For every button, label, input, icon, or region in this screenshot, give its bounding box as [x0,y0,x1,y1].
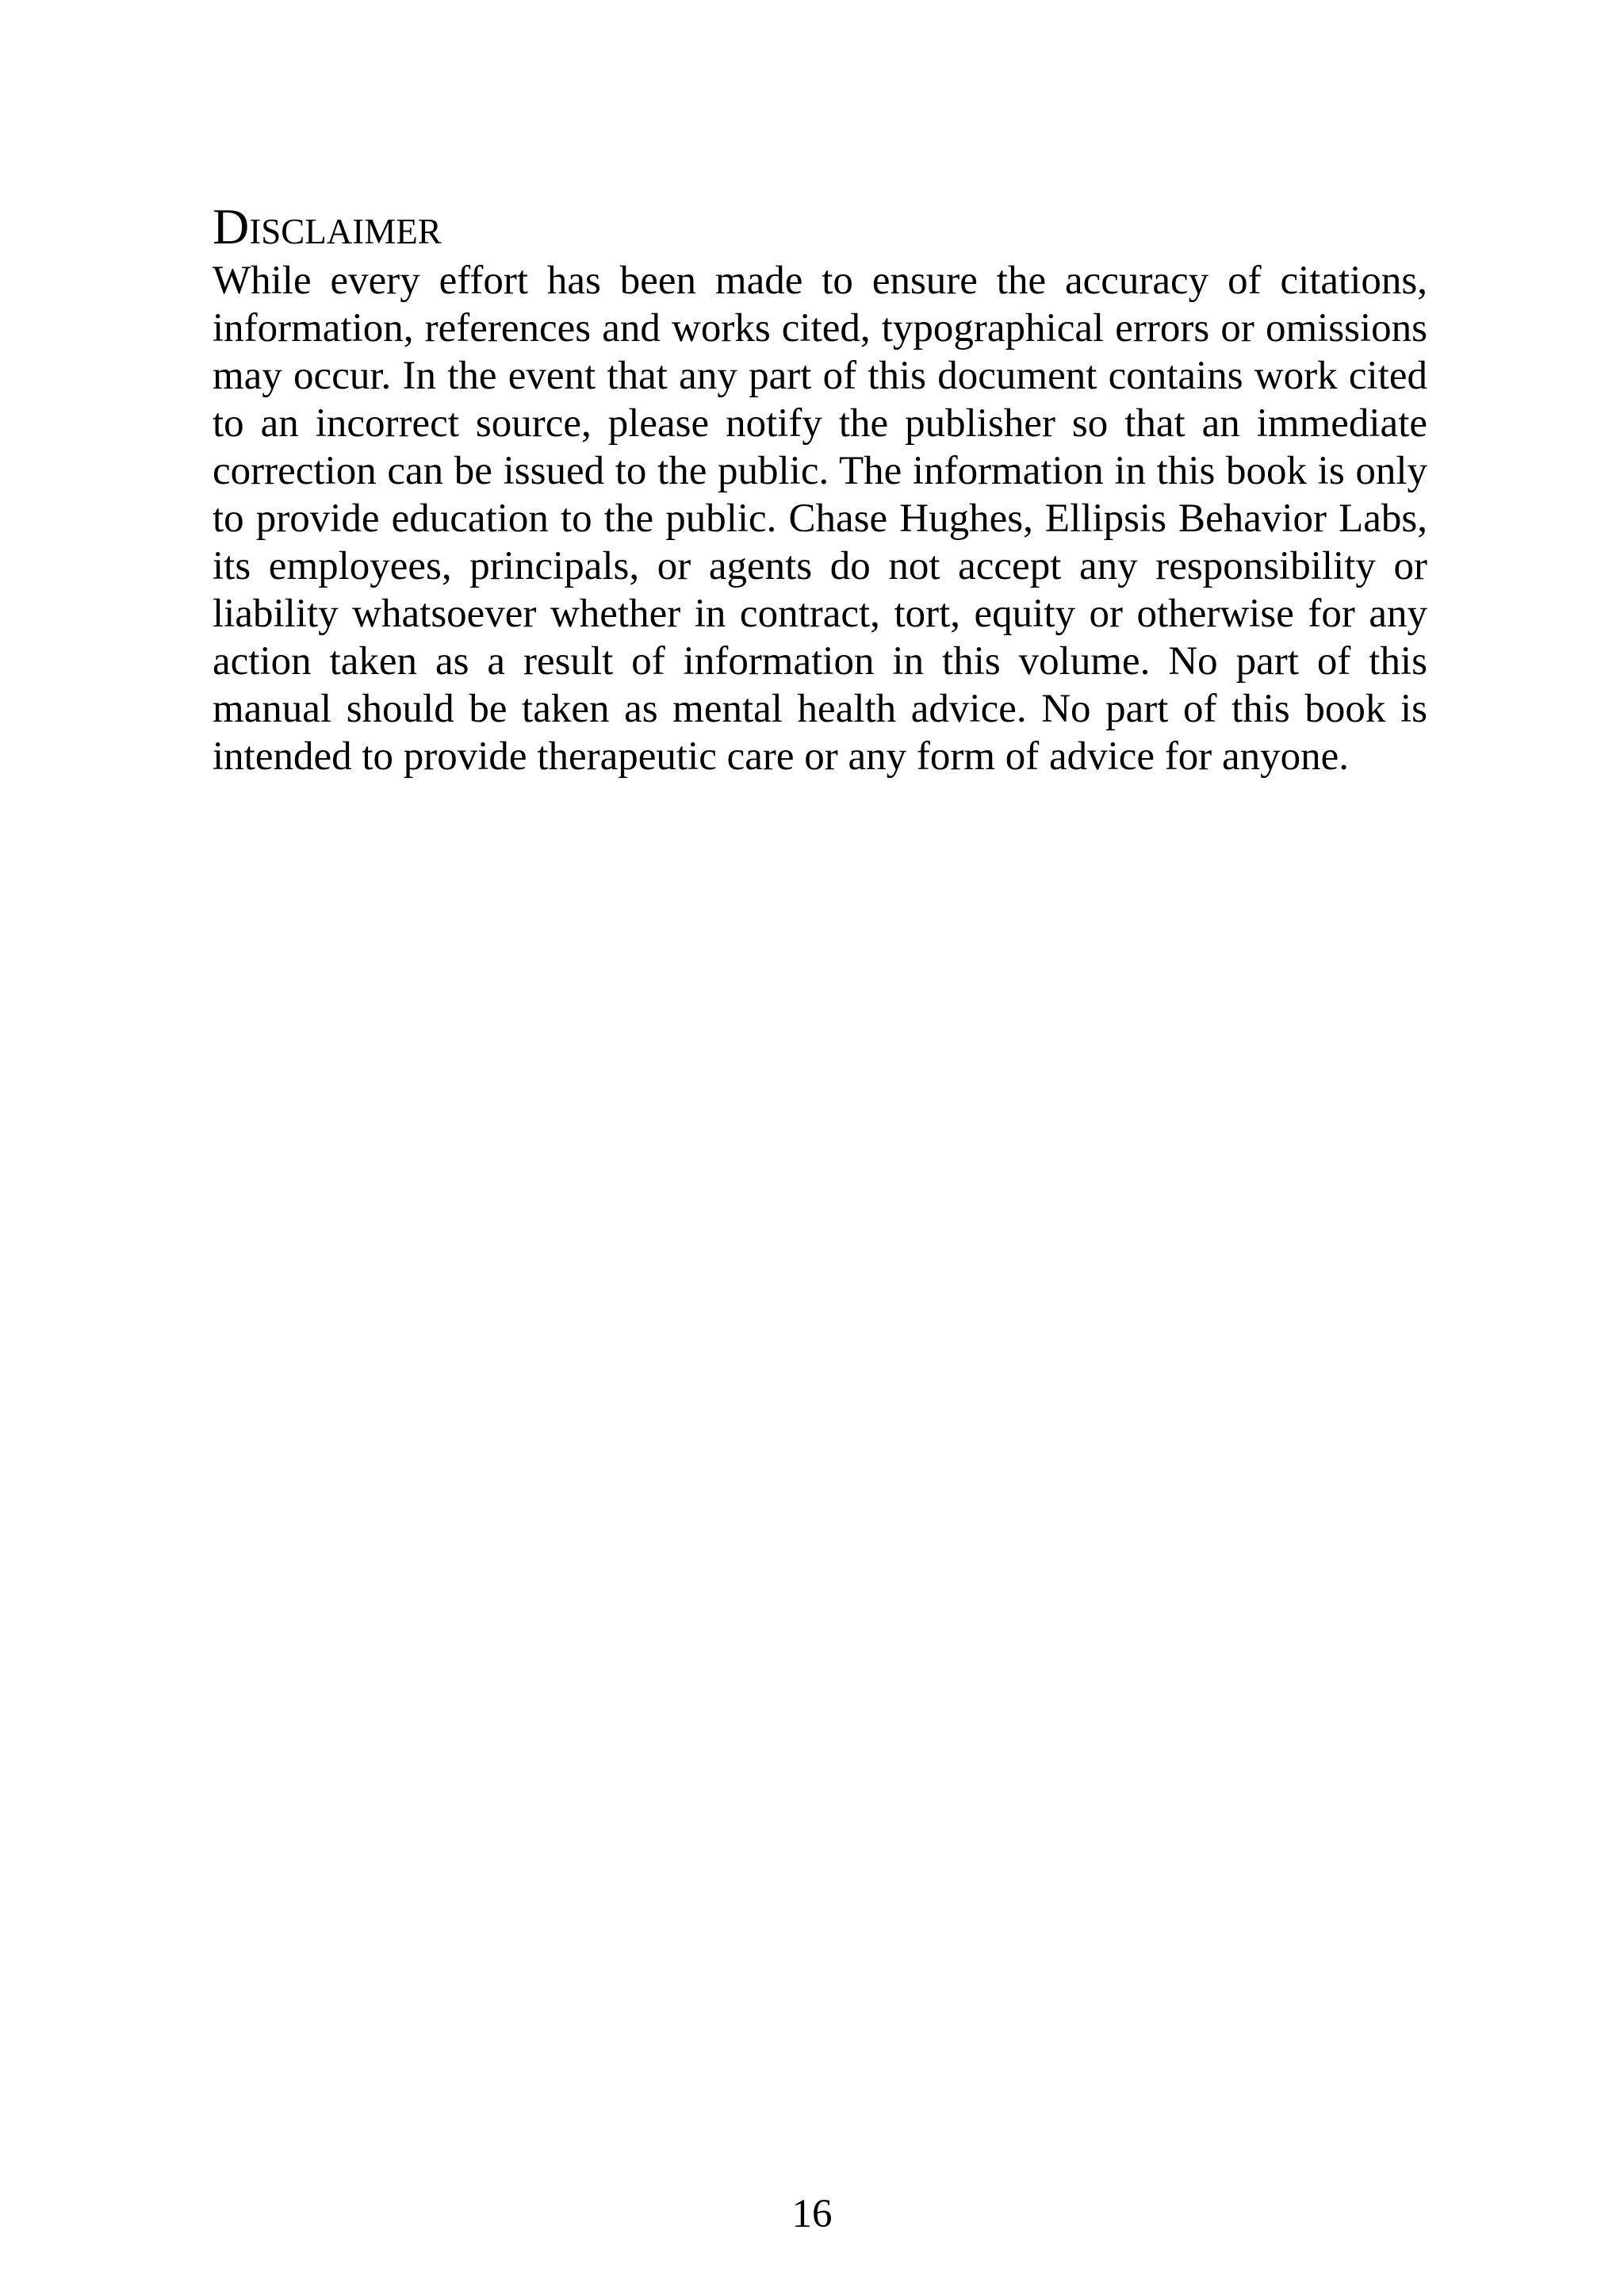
page-number: 16 [791,2192,833,2236]
disclaimer-section [213,197,1427,780]
disclaimer-paragraph: While every effort has been made to ensure the accuracy of citations, information, references and works cited, typographical errors or omissions may occur. In the event that any part of this document contains work cited to an incorrect source, please notify the publisher so that an immediate correction can be issued to the public. The information in this book is only to provide education to the public. Chase Hughes, Ellipsis Behavior Labs, its employees, principals, or agents do not accept any responsibility or liability whatsoever whether in contract, tort, equity or otherwise for any action taken as a result of information in this volume. No part of this manual should be taken as mental health advice. No part of this book is intended to provide therapeutic care or any form of advice for anyone. [213,259,1427,779]
section-heading: Disclaimer [213,198,442,255]
